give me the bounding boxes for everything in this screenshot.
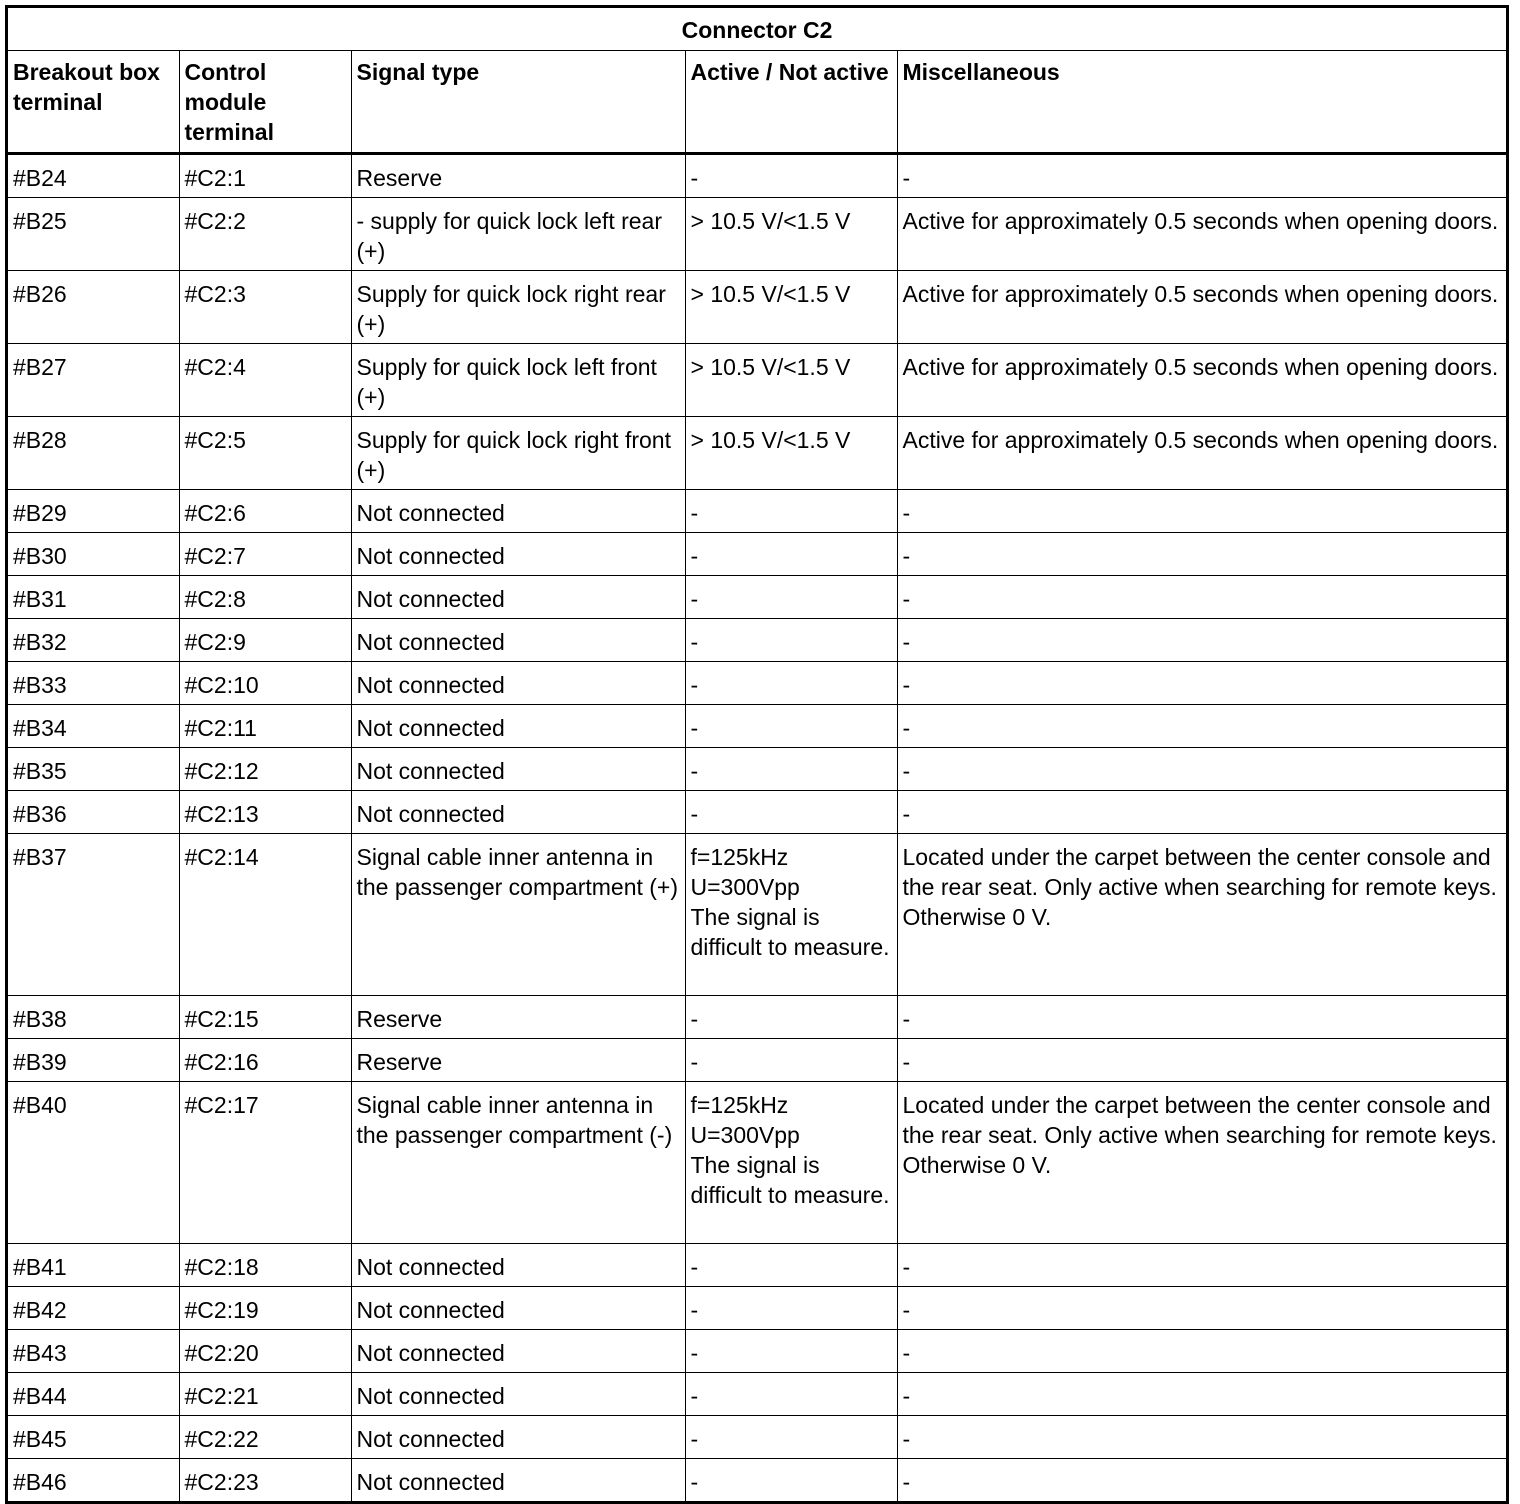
title-row [8,8,1506,51]
cell-miscellaneous: - [897,996,1506,1039]
cell-active-not-active: - [685,1287,897,1330]
table-row [8,748,1506,791]
cell-signal-type: Not connected [351,791,685,834]
cell-signal-type: Signal cable inner antenna in the passenger compartment (-) [351,1082,685,1244]
cell-breakout-box-terminal: #B46 [8,1459,179,1502]
cell-signal-type: Not connected [351,490,685,533]
table-row [8,271,1506,344]
cell-miscellaneous: - [897,1244,1506,1287]
cell-miscellaneous: Active for approximately 0.5 seconds when opening doors. [897,417,1506,490]
cell-signal-type: Not connected [351,1287,685,1330]
table-row [8,1039,1506,1082]
cell-active-not-active: - [685,576,897,619]
cell-breakout-box-terminal: #B41 [8,1244,179,1287]
header-active-not-active: Active / Not active [685,51,897,154]
table-row [8,662,1506,705]
cell-active-not-active: - [685,748,897,791]
cell-signal-type: Not connected [351,1330,685,1373]
table-row [8,344,1506,417]
cell-signal-type: Not connected [351,619,685,662]
cell-breakout-box-terminal: #B31 [8,576,179,619]
connector-c2-table [8,8,1506,1501]
cell-control-module-terminal: #C2:2 [179,198,351,271]
cell-signal-type: Not connected [351,748,685,791]
table-row [8,619,1506,662]
cell-active-not-active: - [685,996,897,1039]
cell-signal-type: Reserve [351,996,685,1039]
cell-signal-type: Not connected [351,1416,685,1459]
cell-breakout-box-terminal: #B33 [8,662,179,705]
cell-miscellaneous: - [897,1459,1506,1502]
table-row [8,533,1506,576]
cell-control-module-terminal: #C2:8 [179,576,351,619]
header-breakout-box-terminal: Breakout box terminal [8,51,179,154]
cell-miscellaneous: - [897,533,1506,576]
cell-signal-type: Not connected [351,533,685,576]
cell-miscellaneous: - [897,490,1506,533]
table-row [8,1082,1506,1244]
table-row [8,1330,1506,1373]
cell-control-module-terminal: #C2:3 [179,271,351,344]
cell-active-not-active: - [685,490,897,533]
cell-control-module-terminal: #C2:23 [179,1459,351,1502]
cell-active-not-active: - [685,1459,897,1502]
cell-active-not-active: - [685,1244,897,1287]
cell-miscellaneous: - [897,748,1506,791]
table-row [8,490,1506,533]
cell-breakout-box-terminal: #B25 [8,198,179,271]
cell-breakout-box-terminal: #B29 [8,490,179,533]
connector-table [5,5,1509,1504]
table-row [8,1416,1506,1459]
cell-miscellaneous: - [897,1330,1506,1373]
table-title: Connector C2 [8,8,1506,51]
cell-control-module-terminal: #C2:22 [179,1416,351,1459]
cell-miscellaneous: - [897,1416,1506,1459]
header-signal-type: Signal type [351,51,685,154]
cell-signal-type: Signal cable inner antenna in the passenger compartment (+) [351,834,685,996]
cell-miscellaneous: - [897,705,1506,748]
cell-signal-type: Not connected [351,1459,685,1502]
cell-breakout-box-terminal: #B44 [8,1373,179,1416]
cell-control-module-terminal: #C2:4 [179,344,351,417]
cell-control-module-terminal: #C2:15 [179,996,351,1039]
cell-signal-type: Supply for quick lock right front (+) [351,417,685,490]
table-row [8,1373,1506,1416]
cell-breakout-box-terminal: #B28 [8,417,179,490]
table-row [8,1459,1506,1502]
cell-control-module-terminal: #C2:5 [179,417,351,490]
cell-breakout-box-terminal: #B36 [8,791,179,834]
cell-signal-type: Not connected [351,662,685,705]
cell-breakout-box-terminal: #B30 [8,533,179,576]
cell-active-not-active: - [685,705,897,748]
cell-breakout-box-terminal: #B35 [8,748,179,791]
cell-miscellaneous: - [897,1039,1506,1082]
cell-signal-type: Not connected [351,1373,685,1416]
cell-breakout-box-terminal: #B24 [8,154,179,198]
cell-breakout-box-terminal: #B37 [8,834,179,996]
table-row [8,791,1506,834]
cell-active-not-active: - [685,791,897,834]
cell-miscellaneous: Active for approximately 0.5 seconds when opening doors. [897,271,1506,344]
table-row [8,576,1506,619]
header-control-module-terminal: Control module terminal [179,51,351,154]
cell-control-module-terminal: #C2:14 [179,834,351,996]
cell-signal-type: Reserve [351,1039,685,1082]
cell-miscellaneous: Located under the carpet between the center console and the rear seat. Only active when searching for remote keys. Otherwise 0 V. [897,834,1506,996]
cell-active-not-active: - [685,662,897,705]
table-row [8,1287,1506,1330]
cell-miscellaneous: Active for approximately 0.5 seconds when opening doors. [897,198,1506,271]
cell-signal-type: Not connected [351,1244,685,1287]
table-row [8,154,1506,198]
cell-breakout-box-terminal: #B43 [8,1330,179,1373]
cell-breakout-box-terminal: #B38 [8,996,179,1039]
cell-breakout-box-terminal: #B42 [8,1287,179,1330]
cell-active-not-active: f=125kHz U=300Vpp The signal is difficult to measure. [685,834,897,996]
cell-breakout-box-terminal: #B34 [8,705,179,748]
cell-signal-type: Not connected [351,705,685,748]
cell-active-not-active: - [685,1373,897,1416]
cell-breakout-box-terminal: #B45 [8,1416,179,1459]
cell-active-not-active: - [685,154,897,198]
cell-active-not-active: - [685,1416,897,1459]
cell-breakout-box-terminal: #B26 [8,271,179,344]
cell-control-module-terminal: #C2:9 [179,619,351,662]
table-row [8,198,1506,271]
cell-signal-type: - supply for quick lock left rear (+) [351,198,685,271]
cell-control-module-terminal: #C2:19 [179,1287,351,1330]
cell-control-module-terminal: #C2:6 [179,490,351,533]
cell-control-module-terminal: #C2:13 [179,791,351,834]
cell-breakout-box-terminal: #B39 [8,1039,179,1082]
cell-miscellaneous: - [897,662,1506,705]
header-row [8,51,1506,154]
table-row [8,996,1506,1039]
cell-active-not-active: - [685,619,897,662]
header-miscellaneous: Miscellaneous [897,51,1506,154]
table-row [8,705,1506,748]
cell-control-module-terminal: #C2:12 [179,748,351,791]
cell-active-not-active: > 10.5 V/<1.5 V [685,198,897,271]
cell-active-not-active: - [685,1330,897,1373]
cell-miscellaneous: Active for approximately 0.5 seconds when opening doors. [897,344,1506,417]
cell-active-not-active: - [685,1039,897,1082]
cell-active-not-active: > 10.5 V/<1.5 V [685,417,897,490]
cell-signal-type: Reserve [351,154,685,198]
cell-control-module-terminal: #C2:10 [179,662,351,705]
table-row [8,417,1506,490]
cell-control-module-terminal: #C2:18 [179,1244,351,1287]
cell-active-not-active: > 10.5 V/<1.5 V [685,271,897,344]
cell-miscellaneous: - [897,1373,1506,1416]
cell-signal-type: Not connected [351,576,685,619]
cell-control-module-terminal: #C2:21 [179,1373,351,1416]
cell-control-module-terminal: #C2:11 [179,705,351,748]
table-row [8,834,1506,996]
cell-control-module-terminal: #C2:7 [179,533,351,576]
cell-signal-type: Supply for quick lock right rear (+) [351,271,685,344]
cell-miscellaneous: Located under the carpet between the center console and the rear seat. Only active when searching for remote keys. Otherwise 0 V. [897,1082,1506,1244]
cell-control-module-terminal: #C2:16 [179,1039,351,1082]
cell-miscellaneous: - [897,154,1506,198]
cell-control-module-terminal: #C2:20 [179,1330,351,1373]
cell-control-module-terminal: #C2:17 [179,1082,351,1244]
cell-breakout-box-terminal: #B32 [8,619,179,662]
cell-active-not-active: f=125kHz U=300Vpp The signal is difficult to measure. [685,1082,897,1244]
cell-signal-type: Supply for quick lock left front (+) [351,344,685,417]
cell-active-not-active: > 10.5 V/<1.5 V [685,344,897,417]
cell-breakout-box-terminal: #B40 [8,1082,179,1244]
cell-miscellaneous: - [897,791,1506,834]
cell-breakout-box-terminal: #B27 [8,344,179,417]
cell-miscellaneous: - [897,619,1506,662]
cell-miscellaneous: - [897,576,1506,619]
cell-control-module-terminal: #C2:1 [179,154,351,198]
cell-miscellaneous: - [897,1287,1506,1330]
table-row [8,1244,1506,1287]
cell-active-not-active: - [685,533,897,576]
